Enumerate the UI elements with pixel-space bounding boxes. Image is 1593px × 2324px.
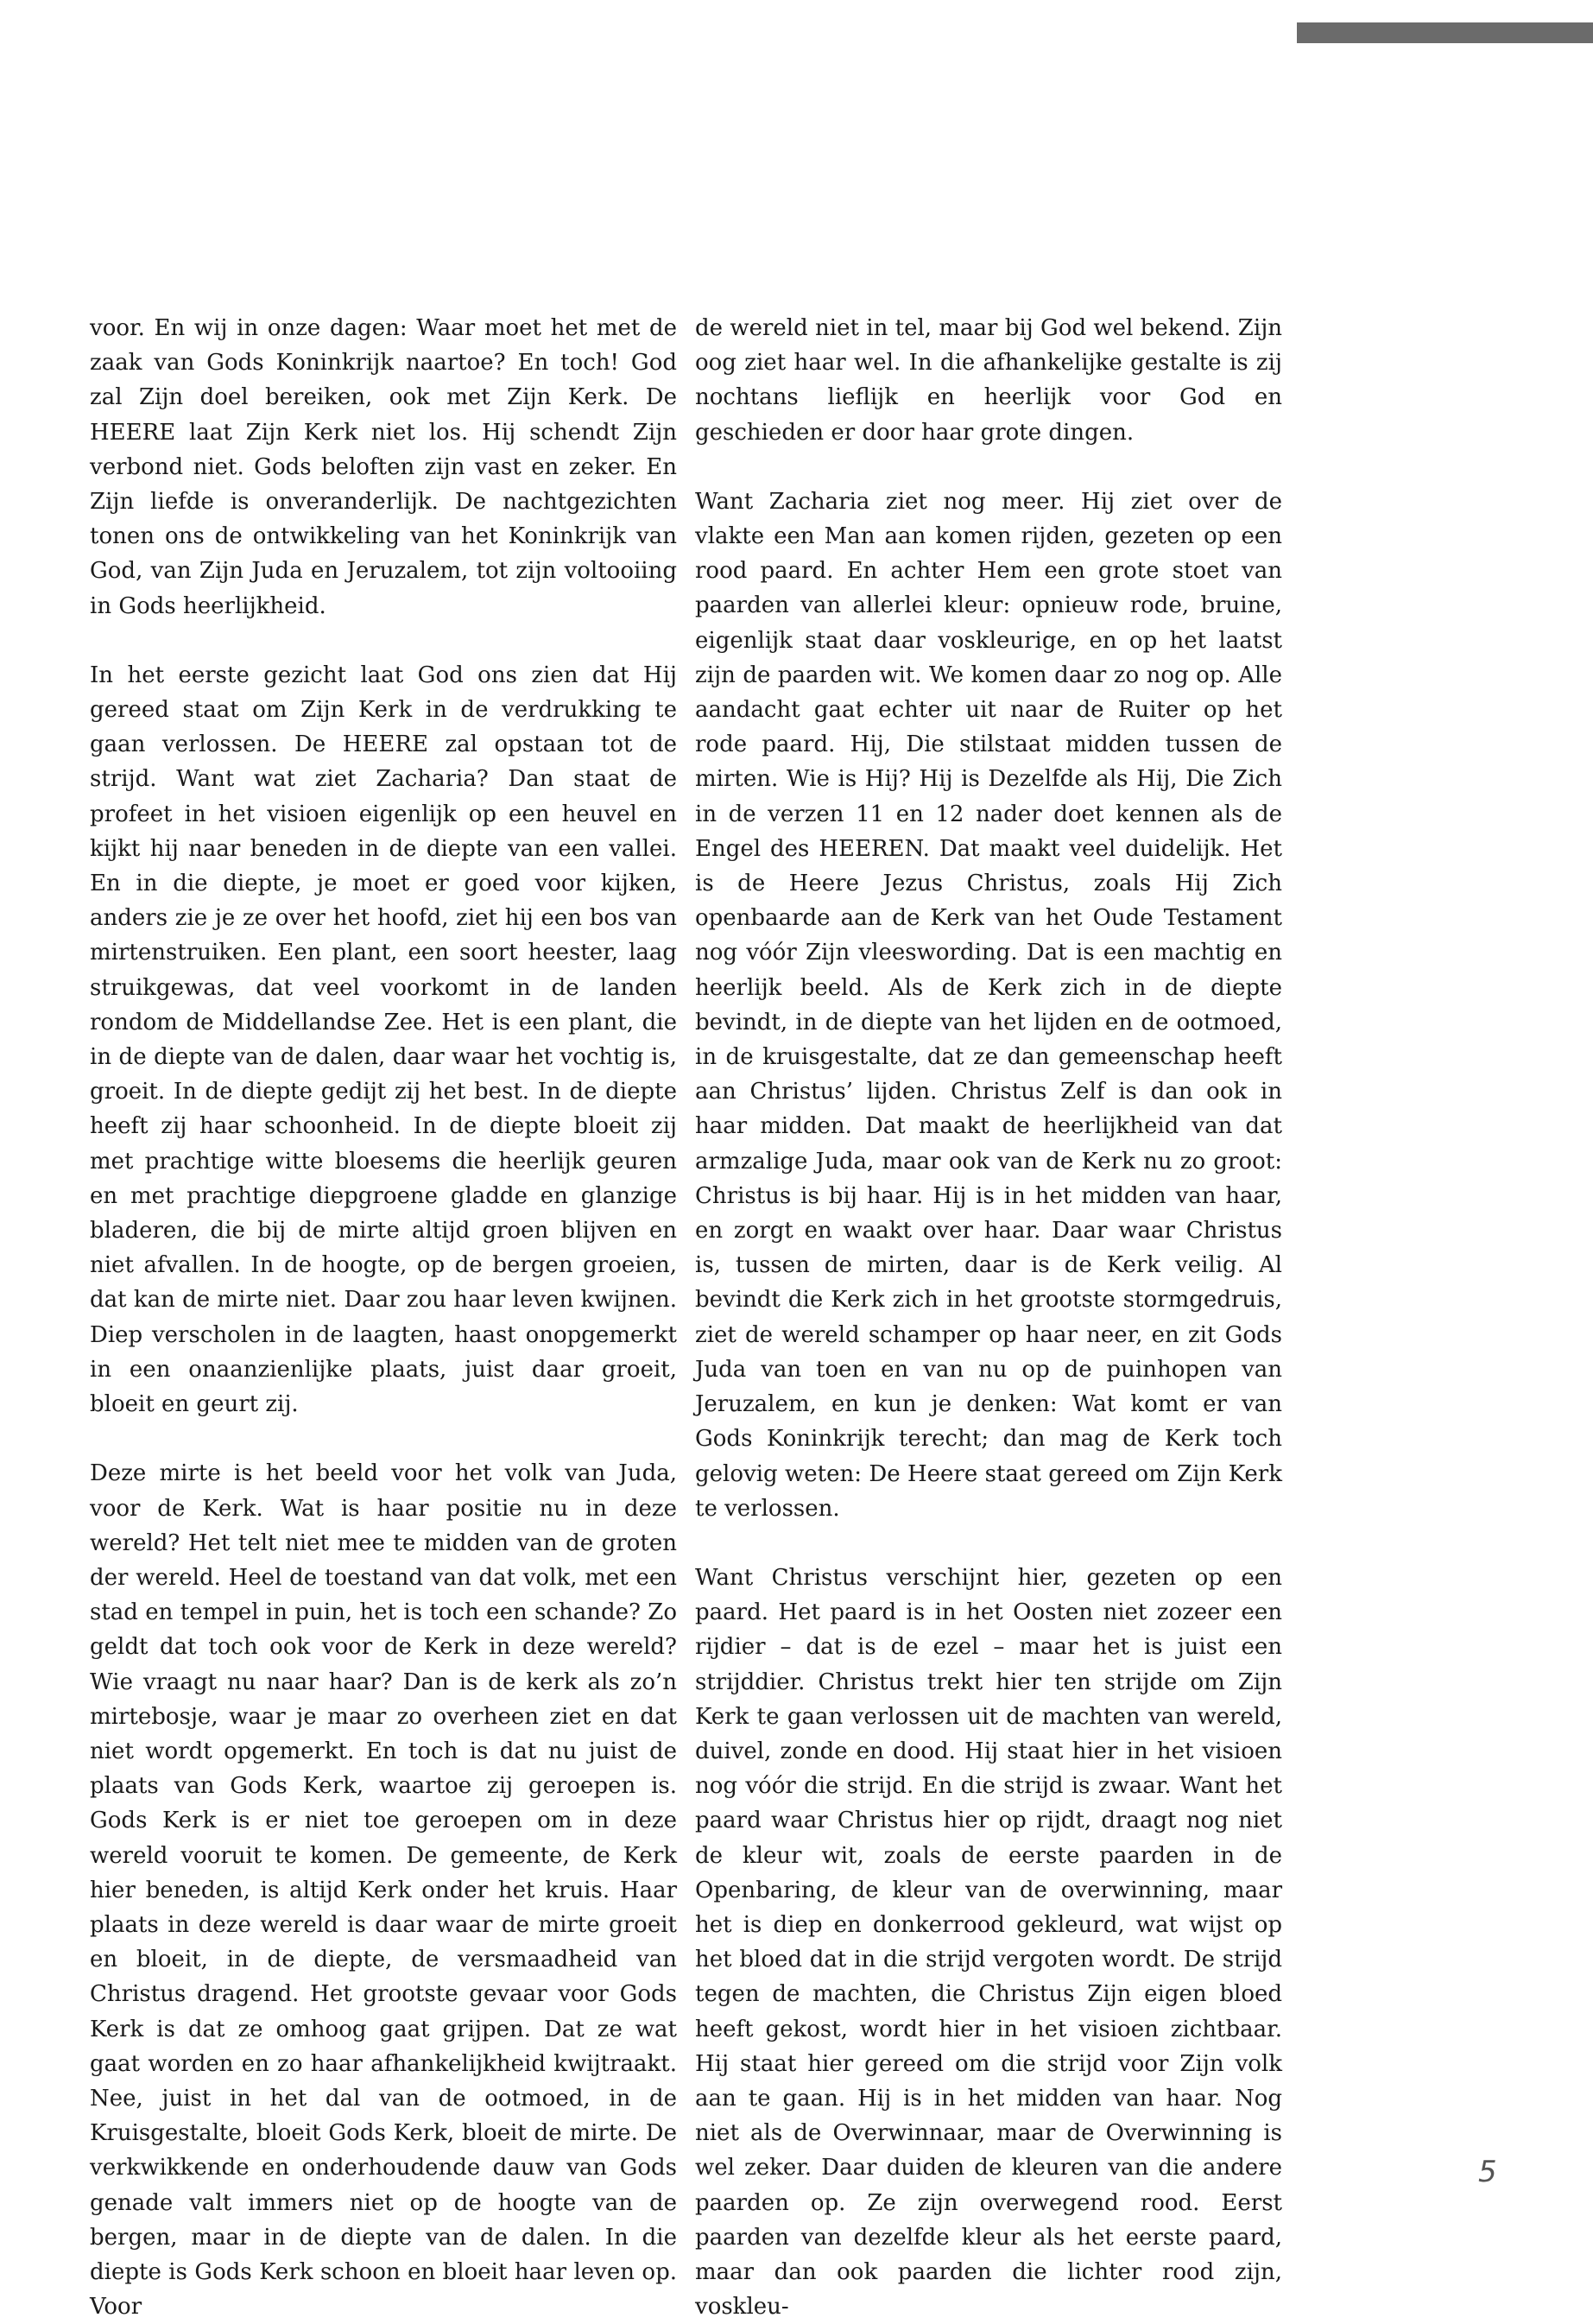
text-column-left (90, 311, 677, 2324)
header-accent-bar (1297, 22, 1593, 43)
page-number: 5 (1478, 2155, 1497, 2189)
paragraph: Deze mirte is het beeld voor het volk van Juda, voor de Kerk. Wat is haar positie nu in deze wereld? Het telt niet mee te midden van de groten der wereld. Heel de toestand van dat volk, met een stad en tempel in puin, het is toch een schande? Zo geldt dat toch ook voor de Kerk in deze wereld? Wie vraagt nu naar haar? Dan is de kerk als zo’n mirtebosje, waar je maar zo overheen ziet en dat niet wordt opgemerkt. En toch is dat nu juist de plaats van Gods Kerk, waartoe zij geroepen is. Gods Kerk is er niet toe geroepen om in deze wereld vooruit te komen. De gemeente, de Kerk hier beneden, is altijd Kerk onder het kruis. Haar plaats in deze wereld is daar waar de mirte groeit en bloeit, in de diepte, de versmaadheid van Christus dragend. Het grootste gevaar voor Gods Kerk is dat ze omhoog gaat grijpen. Dat ze wat gaat worden en zo haar afhankelijkheid kwijtraakt. Nee, juist in het dal van de ootmoed, in de Kruisgestalte, bloeit Gods Kerk, bloeit de mirte. De verkwikkende en onderhoudende dauw van Gods genade valt immers niet op de hoogte van de bergen, maar in de diepte van de dalen. In die diepte is Gods Kerk schoon en bloeit haar leven op. Voor (90, 1460, 677, 2321)
paragraph: In het eerste gezicht laat God ons zien dat Hij gereed staat om Zijn Kerk in de verdrukking te gaan verlossen. De HEERE zal opstaan tot de strijd. Want wat ziet Zacharia? Dan staat de profeet in het visioen eigenlijk op een heuvel en kijkt hij naar beneden in de diepte van een vallei. En in die diepte, je moet er goed voor kijken, anders zie je ze over het hoofd, ziet hij een bos van mirtenstruiken. Een plant, een soort heester, laag struikgewas, dat veel voorkomt in de landen rondom de Middellandse Zee. Het is een plant, die in de diepte van de dalen, daar waar het vochtig is, groeit. In de diepte gedijt zij het best. In de diepte heeft zij haar schoonheid. In de diepte bloeit zij met prachtige witte bloesems die heerlijk geuren en met prachtige diepgroene gladde en glanzige bladeren, die bij de mirte altijd groen blijven en niet afvallen. In de hoogte, op de bergen groeien, dat kan de mirte niet. Daar zou haar leven kwijnen. Diep verscholen in de laagten, haast onopgemerkt in een onaanzienlijke plaats, juist daar groeit, bloeit en geurt zij. (90, 662, 677, 1418)
paragraph: Want Christus verschijnt hier, gezeten op een paard. Het paard is in het Oosten niet zozeer een rijdier – dat is de ezel – maar het is juist een strijddier. Christus trekt hier ten strijde om Zijn Kerk te gaan verlossen uit de machten van wereld, duivel, zonde en dood. Hij staat hier in het visioen nog vóór die strijd. En die strijd is zwaar. Want het paard waar Christus hier op rijdt, draagt nog niet de kleur wit, zoals de eerste paarden in de Openbaring, de kleur van de overwinning, maar het is diep en donkerrood gekleurd, wat wijst op het bloed dat in die strijd vergoten wordt. De strijd tegen de machten, die Christus Zijn eigen bloed heeft gekost, wordt hier in het visioen zichtbaar. Hij staat hier gereed om die strijd voor Zijn volk aan te gaan. Hij is in het midden van haar. Nog niet als de Overwinnaar, maar de Overwinning is wel zeker. Daar duiden de kleuren van die andere paarden op. Ze zijn overwegend rood. Eerst paarden van dezelfde kleur als het eerste paard, maar dan ook paarden die lichter rood zijn, voskleu- (695, 1564, 1282, 2321)
paragraph: de wereld niet in tel, maar bij God wel bekend. Zijn oog ziet haar wel. In die afhankelijke gestalte is zij nochtans lieflijk en heerlijk voor God en geschieden er door haar grote dingen. (695, 315, 1282, 446)
paragraph: Want Zacharia ziet nog meer. Hij ziet over de vlakte een Man aan komen rijden, gezeten op een rood paard. En achter Hem een grote stoet van paarden van allerlei kleur: opnieuw rode, bruine, eigenlijk staat daar voskleurige, en op het laatst zijn de paarden wit. We komen daar zo nog op. Alle aandacht gaat echter uit naar de Ruiter op het rode paard. Hij, Die stilstaat midden tussen de mirten. Wie is Hij? Hij is Dezelfde als Hij, Die Zich in de verzen 11 en 12 nader doet kennen als de Engel des HEEREN. Dat maakt veel duidelijk. Het is de Heere Jezus Christus, zoals Hij Zich openbaarde aan de Kerk van het Oude Testament nog vóór Zijn vleeswording. Dat is een machtig en heerlijk beeld. Als de Kerk zich in de diepte bevindt, in de diepte van het lijden en de ootmoed, in de kruisgestalte, dat ze dan gemeenschap heeft aan Christus’ lijden. Christus Zelf is dan ook in haar midden. Dat maakt de heerlijkheid van dat armzalige Juda, maar ook van de Kerk nu zo groot: Christus is bij haar. Hij is in het midden van haar, en zorgt en waakt over haar. Daar waar Christus is, tussen de mirten, daar is de Kerk veilig. Al bevindt die Kerk zich in het grootste stormgedruis, ziet de wereld schamper op haar neer, en zit Gods Juda van toen en van nu op de puinhopen van Jeruzalem, en kun je denken: Wat komt er van Gods Koninkrijk terecht; dan mag de Kerk toch gelovig weten: De Heere staat gereed om Zijn Kerk te verlossen. (695, 488, 1282, 1522)
paragraph: voor. En wij in onze dagen: Waar moet het met de zaak van Gods Koninkrijk naartoe? En toch! God zal Zijn doel bereiken, ook met Zijn Kerk. De HEERE laat Zijn Kerk niet los. Hij schendt Zijn verbond niet. Gods beloften zijn vast en zeker. En Zijn liefde is onveranderlijk. De nachtgezichten tonen ons de ontwikkeling van het Koninkrijk van God, van Zijn Juda en Jeruzalem, tot zijn voltooiing in Gods heerlijkheid. (90, 315, 677, 619)
text-column-right (695, 311, 1282, 2324)
